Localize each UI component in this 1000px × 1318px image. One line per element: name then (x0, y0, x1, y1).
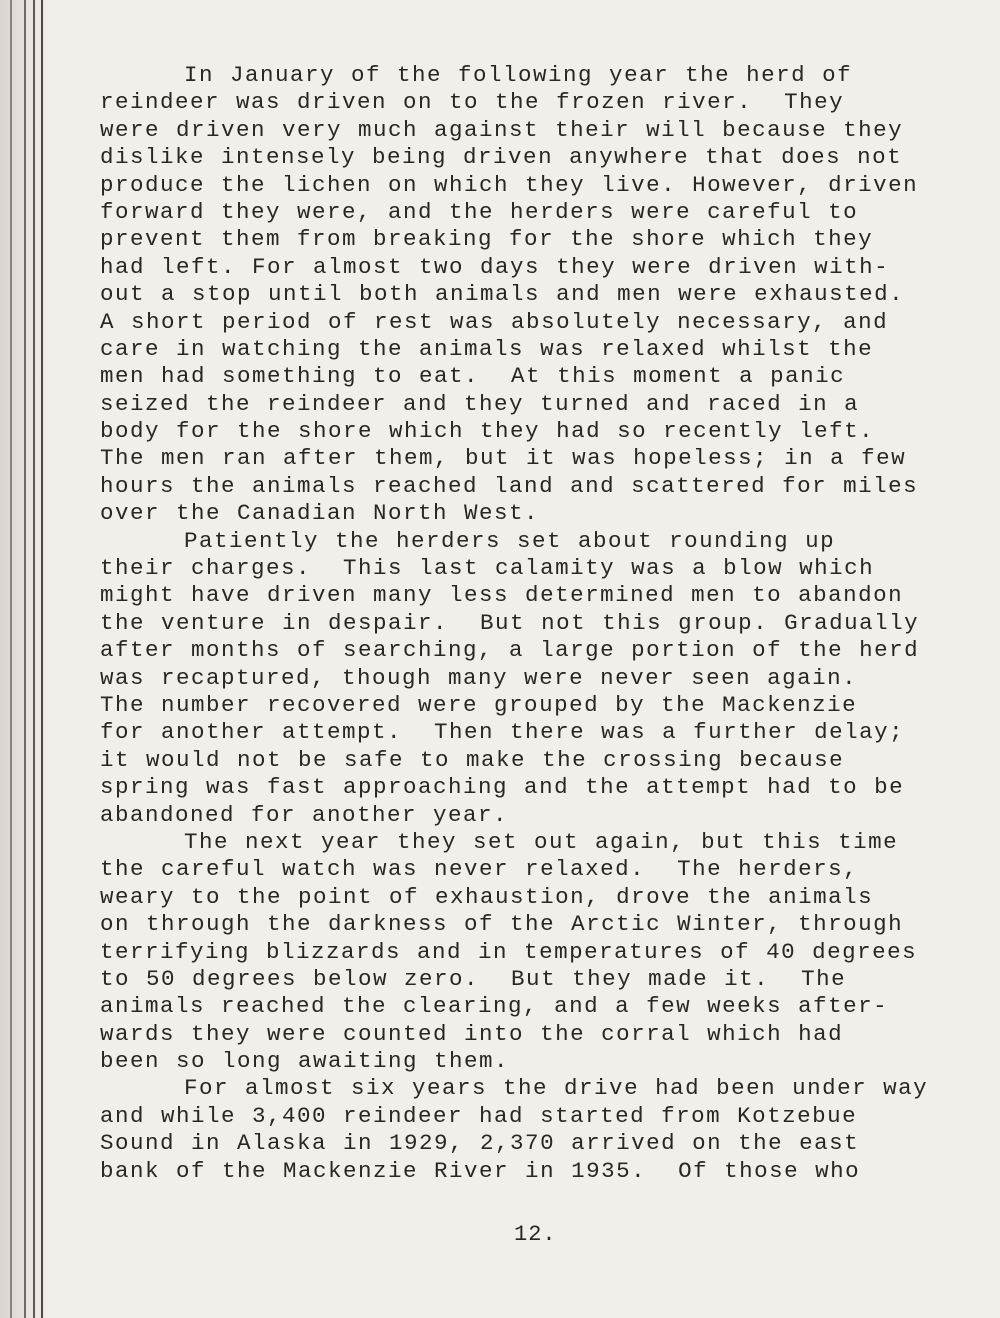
text-line: men had something to eat. At this moment a panic (100, 363, 846, 390)
text-line: their charges. This last calamity was a blow which (100, 555, 875, 582)
text-line: reindeer was driven on to the frozen river. They (100, 89, 845, 116)
text-line: been so long awaiting them. (100, 1048, 510, 1075)
text-line: the careful watch was never relaxed. The herders, (100, 856, 859, 883)
typewritten-body (100, 62, 980, 1185)
text-line: terrifying blizzards and in temperatures of 40 degrees (100, 938, 918, 965)
text-line: and while 3,400 reindeer had started from Kotzebue (100, 1102, 858, 1129)
text-line: dislike intensely being driven anywhere that does not (100, 144, 903, 171)
text-line: animals reached the clearing, and a few weeks after- (100, 993, 889, 1020)
page-edge (24, 0, 26, 1318)
text-line: over the Canadian North West. (100, 500, 540, 527)
text-line: weary to the point of exhaustion, drove the animals (100, 883, 874, 910)
text-line: body for the shore which they had so recently left. (100, 418, 875, 445)
text-line: prevent them from breaking for the shore which they (100, 226, 874, 253)
text-line: care in watching the animals was relaxed whilst the (100, 335, 874, 362)
text-line: might have driven many less determined men to abandon (100, 582, 904, 609)
text-line: produce the lichen on which they live. However, driven (100, 171, 919, 198)
page-edge (41, 0, 43, 1318)
text-line: Sound in Alaska in 1929, 2,370 arrived on the east (100, 1130, 860, 1157)
text-line: it would not be safe to make the crossing because (100, 746, 845, 773)
text-line: was recaptured, though many were never seen again. (100, 664, 858, 691)
text-line: had left. For almost two days they were driven with- (100, 253, 890, 280)
page-edge (33, 0, 35, 1318)
text-line: forward they were, and the herders were careful to (100, 198, 859, 225)
text-line: The number recovered were grouped by the Mackenzie (100, 691, 858, 718)
text-line: to 50 degrees below zero. But they made it. The (100, 965, 847, 992)
page-edge (10, 0, 12, 1318)
text-line: were driven very much against their will because they (100, 116, 904, 143)
text-line: The next year they set out again, but this time (184, 828, 899, 855)
typewritten-page (46, 0, 1000, 1318)
text-line: seized the reindeer and they turned and raced in a (100, 390, 860, 417)
text-line: for another attempt. Then there was a further delay; (100, 719, 905, 746)
text-line: hours the animals reached land and scattered for miles (100, 472, 919, 499)
text-line: bank of the Mackenzie River in 1935. Of those who (100, 1157, 861, 1184)
text-line: In January of the following year the herd of (184, 62, 853, 88)
text-line: Patiently the herders set about rounding up (184, 527, 836, 554)
text-line: the venture in despair. But not this group. Gradually (100, 609, 920, 636)
page-number: 12. (514, 1222, 557, 1247)
text-line: on through the darkness of the Arctic Winter, through (100, 911, 904, 938)
text-line: wards they were counted into the corral which had (100, 1020, 844, 1047)
text-line: abandoned for another year. (100, 801, 509, 828)
text-line: A short period of rest was absolutely necessary, and (100, 308, 889, 335)
text-line: after months of searching, a large portion of the herd (100, 637, 920, 664)
text-line: out a stop until both animals and men were exhausted. (100, 281, 905, 308)
text-line: spring was fast approaching and the attempt had to be (100, 774, 905, 801)
text-line: The men ran after them, but it was hopeless; in a few (100, 445, 907, 472)
text-line: For almost six years the drive had been under way (184, 1075, 929, 1102)
